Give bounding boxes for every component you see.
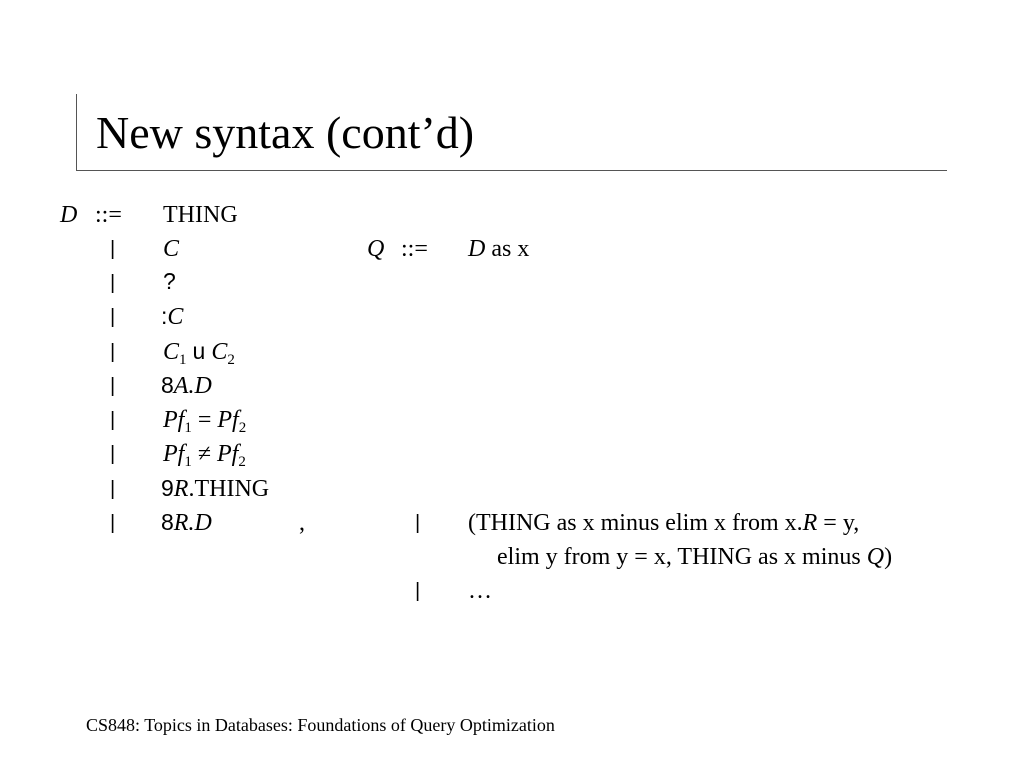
d-rule-concept: C (163, 236, 180, 262)
d-alt-bar: | (110, 341, 116, 363)
slide-footer: CS848: Topics in Databases: Foundations of Query Optimization (86, 715, 555, 735)
d-rule-forall-attribute: 8A.D (161, 372, 212, 399)
d-rule-separator-comma: , (299, 510, 305, 536)
d-alt-bar: | (110, 409, 116, 431)
d-rule-conjunction: $C_1$ u $C_2$ (163, 338, 235, 368)
q-rule-minus-line-2: elim y from y = x, THING as x minus Q) (497, 544, 893, 570)
q-rule-minus-line-1: (THING as x minus elim x from x.R = y, (468, 510, 860, 536)
q-rule-describe: D as x (468, 236, 530, 262)
q-alt-bar: | (415, 512, 421, 534)
d-alt-bar: | (110, 272, 116, 294)
d-rule-exists-role: 9R.THING (161, 475, 270, 502)
q-rule-ellipsis: … (468, 578, 492, 604)
slide-title: New syntax (cont’d) (96, 107, 475, 158)
d-rule-top-symbol: ? (163, 268, 176, 294)
d-rule-negation: :C (161, 303, 184, 330)
q-nonterminal: Q (367, 236, 385, 262)
d-alt-bar: | (110, 478, 116, 500)
d-rule-forall-role: 8R.D (161, 509, 212, 536)
title-horizontal-rule (76, 170, 947, 171)
d-alt-bar: | (110, 512, 116, 534)
d-alt-bar: | (110, 375, 116, 397)
d-alt-bar: | (110, 238, 116, 260)
title-vertical-rule (76, 94, 77, 170)
d-rule-path-equality: $Pf_1 = Pf_2$ (163, 407, 247, 436)
d-alt-bar: | (110, 443, 116, 465)
d-rule-thing: THING (163, 202, 238, 228)
d-nonterminal: D (60, 202, 78, 228)
d-rule-path-inequality: $Pf_1 \ne Pf_2$ (163, 441, 246, 470)
q-alt-bar: | (415, 580, 421, 602)
q-defines-symbol: ::= (401, 236, 428, 262)
d-defines-symbol: ::= (95, 202, 122, 228)
d-alt-bar: | (110, 306, 116, 328)
